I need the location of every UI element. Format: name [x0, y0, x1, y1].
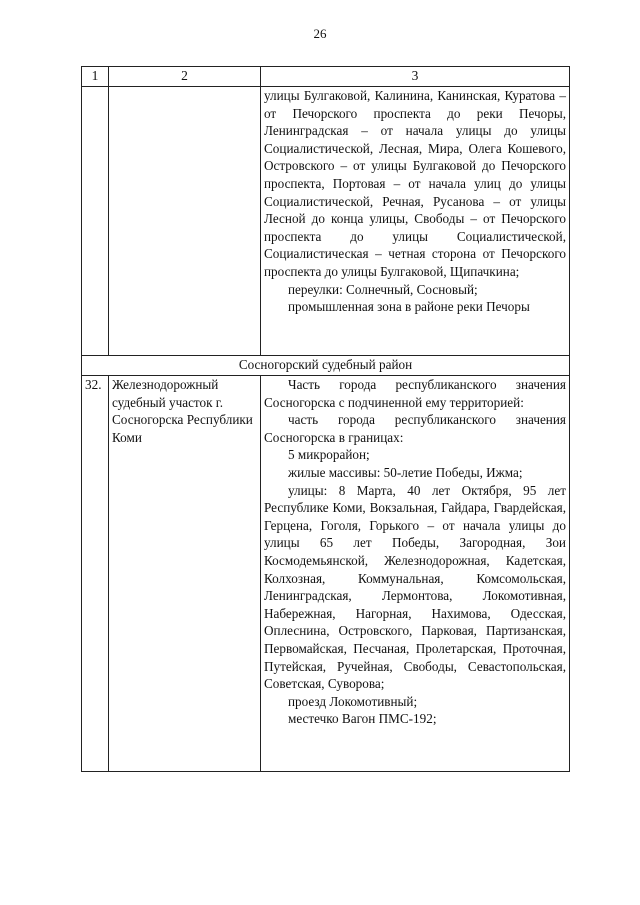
cell-number: 32. [82, 376, 109, 772]
page-number: 26 [313, 26, 327, 41]
header-col-2: 2 [109, 67, 261, 87]
cell-district [109, 87, 261, 356]
territory-paragraph: улицы Булгаковой, Калинина, Канинская, Куратова – от Печорского проспекта до реки Печоры, Ленинградская – от начала улицы до улицы Социалистической, Лесная, Мира, Олега Кошевого, Островского – от улицы Булгаковой до Печорского проспекта, Портовая – от начала улиц до улицы Социалистической, Речная, Русанова – от улицы Лесной до конца улицы, Свободы – от Печорского проспекта до улицы Социалистической, Социалистическая – четная сторона от Печорского проспекта до улицы Булгаковой, Щипачкина; [264, 88, 566, 279]
court-districts-table [81, 66, 570, 772]
table-header-row [82, 67, 570, 87]
territory-paragraph: улицы: 8 Марта, 40 лет Октября, 95 лет Республике Коми, Вокзальная, Гайдара, Гвардейская, Герцена, Гоголя, Горького – от начала улицы до улицы 65 лет Победы, Загородная, Зои Космодемьянской, Железнодорожная, Кадетская, Колхозная, Коммунальная, Комсомольская, Ленинградская, Лермонтова, Локомотивная, Набережная, Нагорная, Нахимова, Одесская, Оплеснина, Островского, Парковая, Партизанская, Первомайская, Песчаная, Пролетарская, Проточная, Путейская, Ручейная, Свободы, Севастопольская, Советская, Суворова; [264, 482, 566, 692]
cell-territory [261, 87, 570, 356]
territory-paragraph: 5 микрорайон; [288, 447, 370, 463]
header-col-3: 3 [261, 67, 570, 87]
cell-number [82, 87, 109, 356]
header-col-1: 1 [82, 67, 109, 87]
territory-paragraph: проезд Локомотивный; [288, 693, 418, 709]
territory-paragraph: промышленная зона в районе реки Печоры [288, 299, 530, 315]
territory-paragraph: переулки: Солнечный, Сосновый; [288, 281, 478, 297]
section-title: Сосногорский судебный район [82, 356, 570, 376]
table-row [82, 376, 570, 772]
territory-paragraph: часть города республиканского значения Сосногорска в границах: [264, 412, 566, 445]
table-row [82, 87, 570, 356]
territory-paragraph: местечко Вагон ПМС-192; [288, 711, 437, 727]
territory-paragraph: Часть города республиканского значения Сосногорска с подчиненной ему территорией: [264, 377, 566, 410]
territory-paragraph: жилые массивы: 50-летие Победы, Ижма; [288, 464, 523, 480]
section-row [82, 356, 570, 376]
cell-territory [261, 376, 570, 772]
cell-district: Железнодорожный судебный участок г. Сосногорска Республики Коми [109, 376, 261, 772]
